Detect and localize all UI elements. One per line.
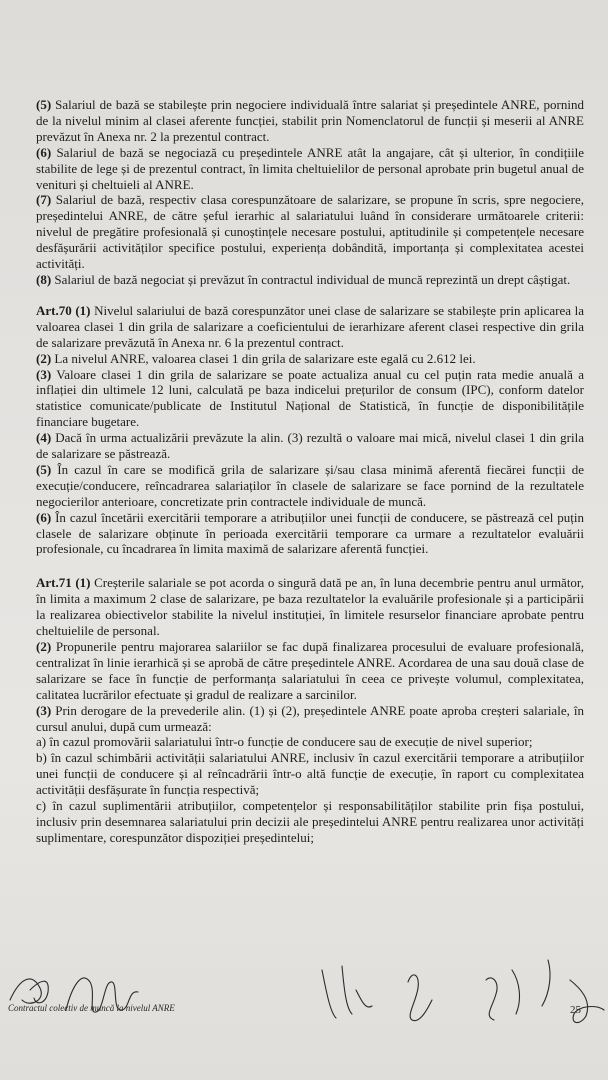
paragraph-text: În cazul în care se modifică grila de salarizare și/sau clasa minimă aferentă fiecărei funcții de execuție/conducere, reîncadrarea salariaților în clasele de salarizare se face pornind de la rezultatele negocierilor anterioare, concretizate prin contractele individuale de muncă. bbox=[36, 461, 584, 509]
signature-scribble-3 bbox=[408, 975, 432, 1021]
paragraph bbox=[36, 510, 584, 558]
paragraph-number: (5) bbox=[36, 461, 52, 477]
list-item bbox=[36, 798, 584, 846]
paragraph-number: (3) bbox=[36, 366, 52, 382]
paragraph-number: (7) bbox=[36, 192, 52, 208]
list-item-text: c) în cazul suplimentării atribuțiilor, competențelor și responsabilităților stabilite prin fișa postului, inclusiv prin desemnarea salariatului prin decizii ale președintelui ANRE pentru realizarea unor activități suplimentare, corespunzător dispoziției președintelui; bbox=[36, 798, 584, 845]
paragraph bbox=[36, 462, 584, 510]
paragraph bbox=[36, 430, 584, 462]
paragraph-text: În cazul încetării exercitării temporare a atribuțiilor unei funcții de conducere, se păstrează cel puțin clasele de salarizare obținute în perioada exercitării temporare ca urmare a rezultatelor evaluării profesionale, cu încadrarea în limita maximă de salarizare aferentă funcției. bbox=[36, 509, 584, 557]
paragraph-text: Creșterile salariale se pot acorda o singură dată pe an, în luna decembrie pentru anul următor, în limita a maximum 2 clase de salarizare, pe baza rezultatelor la evaluările profesionale și a participării la realizarea obiectivelor stabilite la nivelul instituției, în limitele resurselor financiare aprobate pentru cheltuielile de personal. bbox=[36, 575, 584, 639]
signature-initials bbox=[10, 979, 48, 1003]
paragraph bbox=[36, 97, 584, 145]
article-71-paragraph bbox=[36, 575, 584, 639]
paragraph-number: (8) bbox=[36, 271, 52, 287]
paragraph-text: Salariul de bază negociat și prevăzut în contractul individual de muncă reprezintă un drept câștigat. bbox=[51, 271, 571, 287]
paragraph-text: Valoare clasei 1 din grila de salarizare se poate actualiza anual cu cel puțin rata medie anuală a inflației din ultimele 12 luni, calculată pe baza indicelui prețurilor de consum (IPC), conform datelor statistice comunicate/publicate de Institutul Național de Statistică, în funcție de disponibilitățile financiare bugetare. bbox=[36, 366, 584, 430]
article-heading: Art.70 (1) bbox=[36, 302, 91, 318]
list-item bbox=[36, 734, 584, 750]
article-heading: Art.71 (1) bbox=[36, 575, 91, 591]
paragraph bbox=[36, 145, 584, 193]
paragraph-text: Prin derogare de la prevederile alin. (1) și (2), președintele ANRE poate aproba creșteri salariale, în cursul anului, după cum urmează: bbox=[36, 702, 584, 734]
paragraph-text: Dacă în urma actualizării prevăzute la alin. (3) rezultă o valoare mai mică, nivelul clasei 1 din grila de salarizare se păstrează. bbox=[36, 430, 584, 462]
signature-scribble-2 bbox=[322, 966, 372, 1018]
list-item-text: b) în cazul schimbării activității salariatului ANRE, inclusiv în cazul exercitării temporare a atribuțiilor unei funcții de conducere și al reîncadrării într-o altă funcție de execuție, în raport cu complexitatea activității desfășurate în funcția respectivă; bbox=[36, 750, 584, 798]
list-item bbox=[36, 750, 584, 798]
paragraph-number: (5) bbox=[36, 97, 52, 112]
paragraph bbox=[36, 351, 584, 367]
footer-document-title: Contractul colectiv de muncă la nivelul ANRE bbox=[8, 1003, 175, 1013]
list-item-text: a) în cazul promovării salariatului într-o funcție de conducere sau de execuție de nivel superior; bbox=[36, 734, 533, 750]
document-body bbox=[36, 97, 584, 846]
paragraph-text: Salariul de bază, respectiv clasa corespunzătoare de salarizare, se propune în scris, spre negociere, președintelui ANRE, de către șeful ierarhic al salariatului luând în considerare următoarele criterii: nivelul de pregătire profesională și cunoștințele necesare postului, aptitudinile și competențele necesare desfășurării activităților specifice postului, experiența dobândită, importanța și complexitatea acestei activități. bbox=[36, 192, 584, 272]
paragraph-text: Salariul de bază se negociază cu președintele ANRE atât la angajare, cât și ulterior, în condițiile stabilite de lege și de prezentul contract, în limita cheltuielilor de personal aprobate prin bugetul anual de venituri și cheltuieli al ANRE. bbox=[36, 144, 584, 192]
section-spacer bbox=[36, 557, 584, 575]
paragraph bbox=[36, 703, 584, 735]
paragraph-number: (6) bbox=[36, 144, 52, 160]
paragraph bbox=[36, 192, 584, 272]
paragraph-text: Nivelul salariului de bază corespunzător unei clase de salarizare se stabilește prin aplicarea la valoarea clasei 1 din grila de salarizare a coeficientului de ierarhizare aferent clasei respective din grila de salarizare prevăzută în Anexa nr. 6 la prezentul contract. bbox=[36, 302, 584, 350]
page-number: 25 bbox=[570, 1004, 581, 1016]
paragraph-number: (6) bbox=[36, 509, 52, 525]
signature-scribble-4 bbox=[486, 970, 519, 1020]
article-70-paragraph bbox=[36, 303, 584, 351]
paragraph-text: La nivelul ANRE, valoarea clasei 1 din grila de salarizare este egală cu 2.612 lei. bbox=[51, 350, 476, 366]
paragraph-text: Salariul de bază se stabilește prin negociere individuală între salariat și președintele ANRE, pornind de la nivelul minim al clasei aferente funcției, stabilit prin Nomenclatorul de funcții și meserii al ANRE prevăzut în Anexa nr. 2 la prezentul contract. bbox=[36, 97, 584, 144]
paragraph bbox=[36, 639, 584, 703]
section-spacer bbox=[36, 288, 584, 303]
paragraph bbox=[36, 272, 584, 288]
paragraph bbox=[36, 367, 584, 431]
paragraph-text: Propunerile pentru majorarea salariilor se fac după finalizarea procesului de evaluare profesională, centralizat în linie ierarhică și se aprobă de către președintele ANRE. Acordarea de una sau două clase de salarizare se face în funcție de performanța salariatului în ceea ce privește volumul, complexitatea, calitatea lucrărilor efectuate și gradul de realizare a sarcinilor. bbox=[36, 639, 584, 702]
paragraph-number: (3) bbox=[36, 702, 52, 718]
paragraph-number: (2) bbox=[36, 350, 52, 366]
paragraph-number: (4) bbox=[36, 430, 52, 446]
paragraph-number: (2) bbox=[36, 639, 52, 654]
